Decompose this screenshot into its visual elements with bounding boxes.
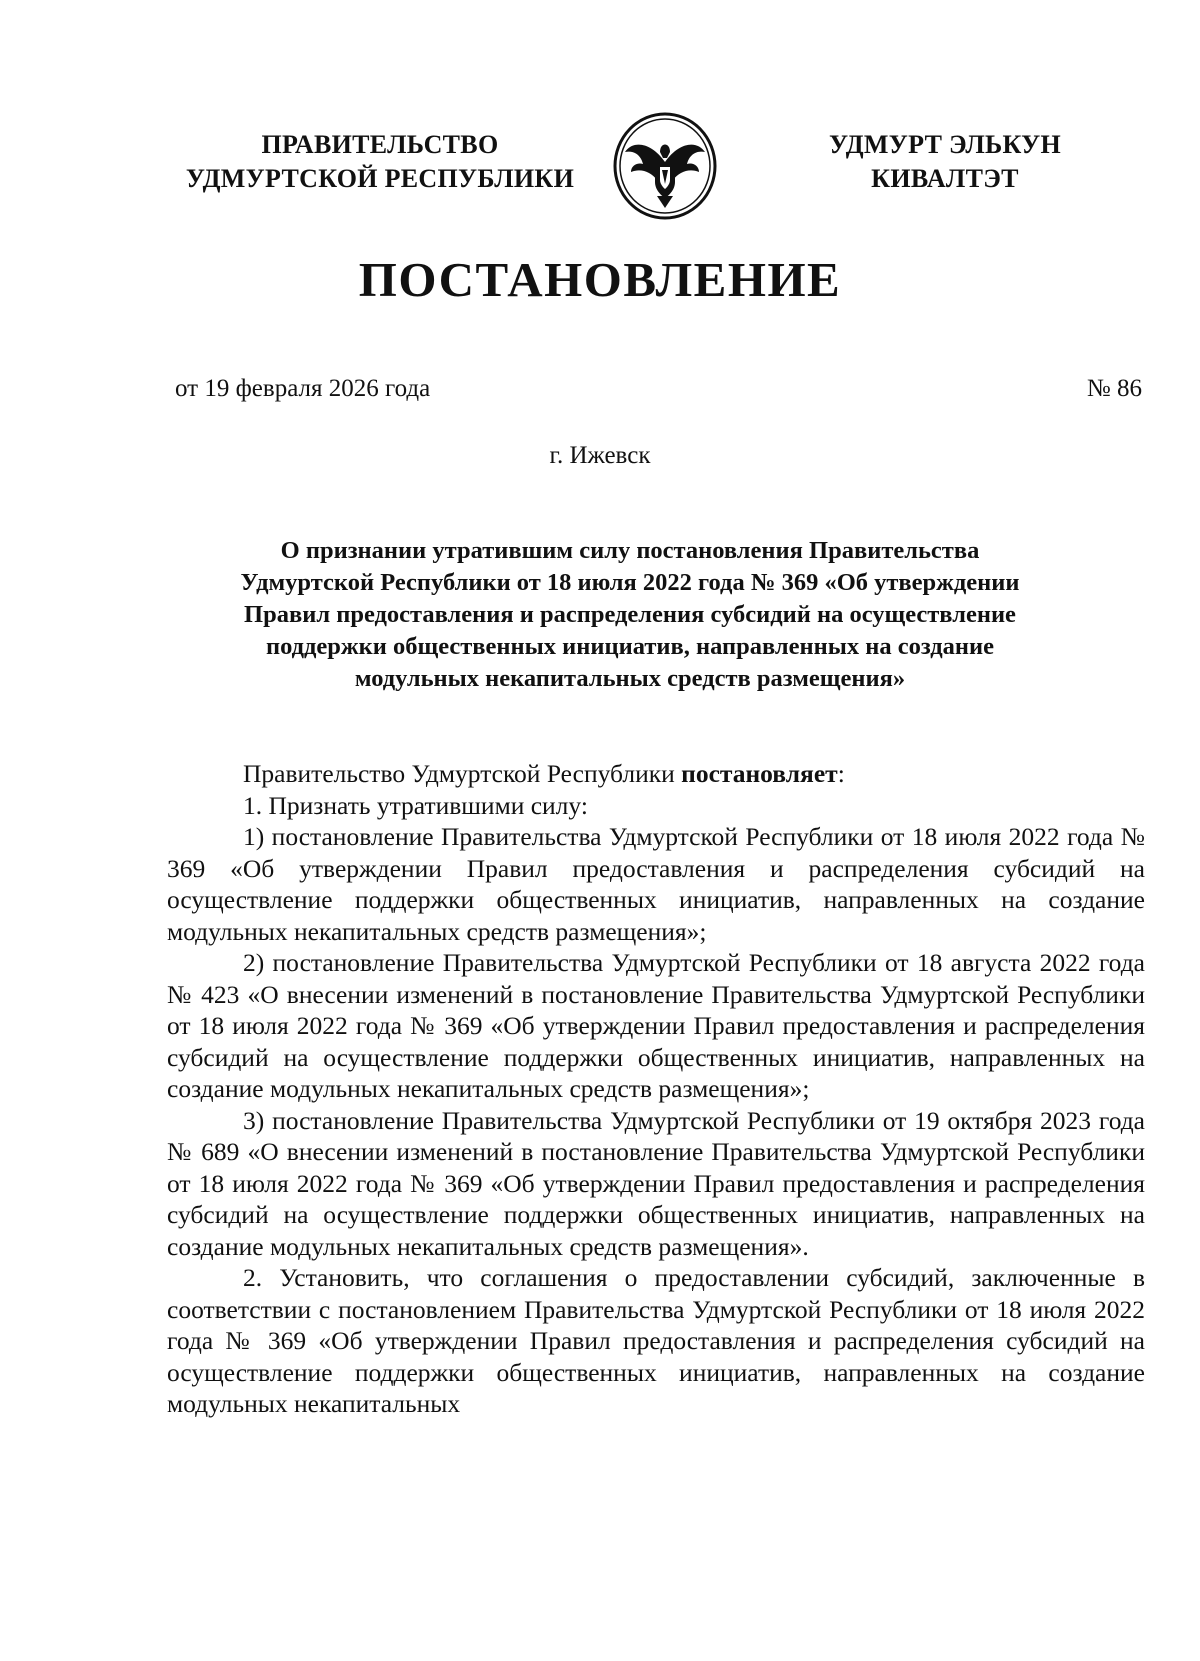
header-right-line1: УДМУРТ ЭЛЬКУН — [828, 130, 1062, 159]
header-right-line2: КИВАЛТЭТ — [871, 164, 1019, 193]
intro-paragraph — [167, 758, 1145, 790]
document-title: ПОСТАНОВЛЕНИЕ — [358, 252, 842, 307]
subject-line: модульных некапитальных средств размещения» — [354, 665, 906, 692]
intro-text: Правительство Удмуртской Республики — [243, 759, 682, 788]
body-paragraph: 3) постановление Правительства Удмуртской Республики от 19 октября 2023 года № 689 «О внесении изменений в постановление Правительства Удмуртской Республики от 18 июля 2022 года № 369 «Об утверждении Правил предоставления и распределения субсидий на осуществление поддержки общественных инициатив, направленных на создание модульных некапитальных средств размещения». — [167, 1105, 1145, 1261]
document-body — [167, 758, 1145, 1420]
intro-bold-verb: постановляет — [681, 759, 838, 788]
body-paragraph: 1) постановление Правительства Удмуртской Республики от 18 июля 2022 года № 369 «Об утверждении Правил предоставления и распределения субсидий на осуществление поддержки общественных инициатив, направленных на создание модульных некапитальных средств размещения»; — [167, 822, 1145, 946]
subject-line: О признании утратившим силу постановления Правительства — [280, 537, 980, 564]
document-number: № 86 — [1086, 375, 1142, 402]
header-left — [160, 128, 600, 196]
header-left-line1: ПРАВИТЕЛЬСТВО — [261, 130, 499, 159]
subject-line: Правил предоставления и распределения субсидий на осуществление — [244, 601, 1016, 628]
body-paragraph: 1. Признать утратившими силу: — [243, 790, 588, 820]
subject-line: Удмуртской Республики от 18 июля 2022 года № 369 «Об утверждении — [240, 569, 1020, 596]
document-subject — [160, 535, 1100, 695]
body-paragraph: 2. Установить, что соглашения о предоставлении субсидий, заключенные в соответствии с постановлением Правительства Удмуртской Республики от 18 июля 2022 года № 369 «Об утверждении Правил предоставления и распределения субсидий на осуществление поддержки общественных инициатив, направленных на создание модульных некапитальных — [167, 1263, 1145, 1418]
subject-line: поддержки общественных инициатив, направленных на создание — [265, 633, 995, 660]
document-city: г. Ижевск — [549, 442, 651, 469]
body-paragraph: 2) постановление Правительства Удмуртской Республики от 18 августа 2022 года № 423 «О внесении изменений в постановление Правительства Удмуртской Республики от 18 июля 2022 года № 369 «Об утверждении Правил предоставления и распределения субсидий на осуществление поддержки общественных инициатив, направленных на создание модульных некапитальных средств размещения»; — [167, 948, 1145, 1103]
header-right — [795, 128, 1095, 196]
document-date: от 19 февраля 2026 года — [175, 375, 431, 402]
intro-end: : — [837, 759, 845, 788]
coat-of-arms-emblem-icon — [611, 112, 719, 220]
header-left-line2: УДМУРТСКОЙ РЕСПУБЛИКИ — [185, 164, 575, 193]
